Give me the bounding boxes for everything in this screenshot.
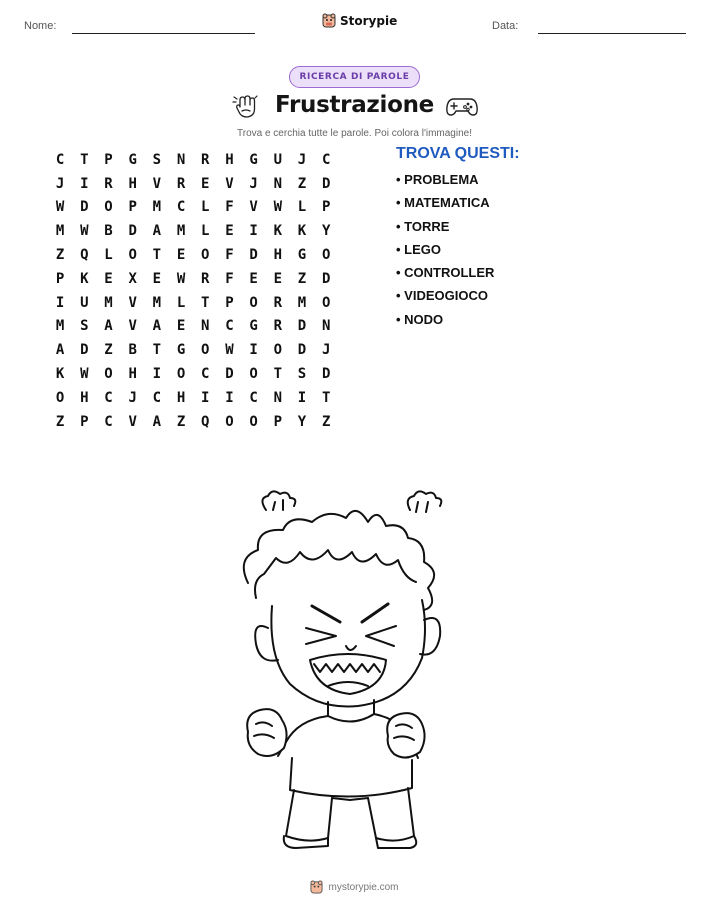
- grid-letter[interactable]: N: [176, 151, 186, 168]
- grid-letter[interactable]: M: [55, 318, 65, 335]
- grid-letter[interactable]: P: [225, 294, 234, 311]
- grid-letter[interactable]: L: [104, 247, 113, 264]
- grid-letter[interactable]: D: [321, 366, 331, 383]
- grid-letter[interactable]: R: [201, 151, 210, 168]
- grid-letter[interactable]: T: [273, 366, 282, 383]
- grid-letter[interactable]: P: [55, 270, 65, 287]
- grid-letter[interactable]: I: [249, 223, 258, 240]
- grid-letter[interactable]: H: [80, 389, 89, 406]
- grid-letter[interactable]: A: [55, 342, 65, 359]
- grid-letter[interactable]: D: [80, 199, 89, 216]
- grid-letter[interactable]: Z: [55, 413, 65, 430]
- grid-letter[interactable]: Z: [321, 413, 331, 430]
- grid-letter[interactable]: R: [104, 175, 113, 192]
- grid-letter[interactable]: K: [273, 223, 282, 240]
- grid-letter[interactable]: W: [225, 342, 234, 359]
- grid-letter[interactable]: D: [297, 318, 307, 335]
- grid-letter[interactable]: P: [80, 413, 89, 430]
- grid-letter[interactable]: T: [80, 151, 89, 168]
- word-item: • PROBLEMA: [396, 172, 479, 187]
- grid-letter[interactable]: R: [176, 175, 186, 192]
- grid-letter[interactable]: H: [225, 151, 234, 168]
- instructions: Trova e cerchia tutte le parole. Poi colora l'immagine!: [237, 128, 472, 139]
- grid-letter[interactable]: I: [297, 389, 307, 406]
- word-list: [396, 145, 520, 335]
- grid-letter[interactable]: L: [201, 199, 210, 216]
- grid-letter[interactable]: T: [152, 247, 162, 264]
- grid-letter[interactable]: D: [225, 366, 234, 383]
- grid-letter[interactable]: O: [321, 247, 331, 264]
- grid-letter[interactable]: W: [80, 223, 89, 240]
- grid-letter[interactable]: V: [225, 175, 234, 192]
- grid-letter[interactable]: E: [104, 270, 113, 287]
- grid-letter[interactable]: E: [225, 223, 234, 240]
- grid-letter[interactable]: W: [80, 366, 89, 383]
- grid-letter[interactable]: T: [201, 294, 210, 311]
- word-item: • MATEMATICA: [396, 195, 490, 211]
- grid-letter[interactable]: M: [152, 199, 162, 216]
- grid-letter[interactable]: V: [128, 294, 137, 311]
- grid-letter[interactable]: C: [104, 389, 113, 406]
- grid-letter[interactable]: R: [273, 318, 282, 335]
- grid-letter[interactable]: C: [249, 389, 258, 406]
- grid-letter[interactable]: C: [225, 318, 234, 335]
- grid-letter[interactable]: M: [55, 223, 65, 240]
- grid-letter[interactable]: I: [80, 175, 89, 192]
- grid-letter[interactable]: C: [55, 151, 65, 168]
- date-field[interactable]: [538, 33, 686, 34]
- grid-letter[interactable]: I: [249, 342, 258, 359]
- grid-letter[interactable]: T: [152, 342, 162, 359]
- grid-letter[interactable]: Z: [297, 270, 307, 287]
- name-field[interactable]: [72, 33, 255, 34]
- grid-letter[interactable]: I: [55, 294, 65, 311]
- grid-letter[interactable]: J: [297, 151, 307, 168]
- grid-letter[interactable]: O: [249, 294, 258, 311]
- grid-letter[interactable]: A: [152, 318, 162, 335]
- grid-letter[interactable]: P: [128, 199, 137, 216]
- grid-letter[interactable]: E: [201, 175, 210, 192]
- grid-letter[interactable]: Q: [201, 413, 210, 430]
- grid-letter[interactable]: W: [55, 199, 65, 216]
- activity-badge: RICERCA DI PAROLE: [289, 66, 420, 88]
- storypie-logo-icon: [322, 13, 336, 28]
- grid-letter[interactable]: H: [128, 175, 137, 192]
- brand: [322, 13, 397, 28]
- grid-letter[interactable]: B: [104, 223, 113, 240]
- grid-letter[interactable]: E: [176, 247, 186, 264]
- grid-letter[interactable]: W: [176, 270, 186, 287]
- grid-letter[interactable]: J: [249, 175, 258, 192]
- grid-letter[interactable]: O: [104, 199, 113, 216]
- grid-letter[interactable]: C: [321, 151, 331, 168]
- grid-letter[interactable]: P: [321, 199, 331, 216]
- page-footer: [0, 880, 709, 894]
- grid-letter[interactable]: G: [297, 247, 307, 264]
- grid-letter[interactable]: L: [297, 199, 307, 216]
- grid-letter[interactable]: N: [321, 318, 331, 335]
- page-header: [0, 0, 709, 50]
- grid-letter[interactable]: O: [128, 247, 137, 264]
- grid-letter[interactable]: H: [273, 247, 282, 264]
- grid-letter[interactable]: V: [128, 318, 137, 335]
- grid-letter[interactable]: Z: [176, 413, 186, 430]
- grid-letter[interactable]: M: [297, 294, 307, 311]
- grid-letter[interactable]: V: [249, 199, 258, 216]
- grid-letter[interactable]: K: [297, 223, 307, 240]
- grid-letter[interactable]: D: [321, 175, 331, 192]
- grid-letter[interactable]: E: [249, 270, 258, 287]
- grid-letter[interactable]: O: [249, 413, 258, 430]
- grid-letter[interactable]: P: [104, 151, 113, 168]
- grid-letter[interactable]: R: [273, 294, 282, 311]
- grid-letter[interactable]: Y: [297, 413, 307, 430]
- grid-letter[interactable]: C: [152, 389, 162, 406]
- grid-letter[interactable]: S: [80, 318, 89, 335]
- grid-letter[interactable]: Z: [55, 247, 65, 264]
- grid-letter[interactable]: U: [273, 151, 282, 168]
- grid-letter[interactable]: D: [249, 247, 258, 264]
- frustrated-boy-coloring-illustration: [228, 488, 478, 854]
- grid-letter[interactable]: O: [273, 342, 282, 359]
- grid-letter[interactable]: E: [152, 270, 162, 287]
- grid-letter[interactable]: G: [128, 151, 137, 168]
- grid-letter[interactable]: V: [152, 175, 162, 192]
- grid-letter[interactable]: J: [321, 342, 331, 359]
- grid-letter[interactable]: Z: [104, 342, 113, 359]
- grid-letter[interactable]: D: [297, 342, 307, 359]
- grid-letter[interactable]: A: [104, 318, 113, 335]
- grid-letter[interactable]: Y: [321, 223, 331, 240]
- grid-letter[interactable]: L: [176, 294, 186, 311]
- grid-letter[interactable]: N: [273, 389, 282, 406]
- grid-letter[interactable]: I: [152, 366, 162, 383]
- grid-letter[interactable]: O: [104, 366, 113, 383]
- grid-letter[interactable]: R: [201, 270, 210, 287]
- grid-letter[interactable]: X: [128, 270, 137, 287]
- grid-letter[interactable]: S: [297, 366, 307, 383]
- grid-letter[interactable]: Q: [80, 247, 89, 264]
- page-title: Frustrazione: [275, 92, 434, 118]
- date-label: Data:: [492, 20, 519, 32]
- grid-letter[interactable]: G: [176, 342, 186, 359]
- grid-letter[interactable]: O: [55, 389, 65, 406]
- grid-letter[interactable]: C: [201, 366, 210, 383]
- word-item: • CONTROLLER: [396, 265, 495, 281]
- name-label: Nome:: [24, 20, 57, 32]
- grid-letter[interactable]: B: [128, 342, 137, 359]
- grid-letter[interactable]: N: [273, 175, 282, 192]
- grid-letter[interactable]: O: [249, 366, 258, 383]
- grid-letter[interactable]: P: [273, 413, 282, 430]
- grid-letter[interactable]: K: [55, 366, 65, 383]
- grid-letter[interactable]: G: [249, 318, 258, 335]
- grid-letter[interactable]: A: [152, 223, 162, 240]
- letter-grid: [48, 148, 338, 434]
- grid-letter[interactable]: O: [321, 294, 331, 311]
- grid-letter[interactable]: I: [201, 389, 210, 406]
- grid-letter[interactable]: F: [225, 199, 234, 216]
- grid-letter[interactable]: D: [128, 223, 137, 240]
- grid-letter[interactable]: F: [225, 270, 234, 287]
- grid-letter[interactable]: E: [273, 270, 282, 287]
- grid-letter[interactable]: O: [201, 247, 210, 264]
- grid-letter[interactable]: O: [176, 366, 186, 383]
- grid-letter[interactable]: H: [176, 389, 186, 406]
- grid-letter[interactable]: N: [201, 318, 210, 335]
- grid-letter[interactable]: C: [176, 199, 186, 216]
- grid-letter[interactable]: S: [152, 151, 162, 168]
- grid-letter[interactable]: J: [128, 389, 137, 406]
- word-list-title: TROVA QUESTI:: [396, 145, 520, 162]
- grid-letter[interactable]: V: [128, 413, 137, 430]
- grid-letter[interactable]: G: [249, 151, 258, 168]
- word-item: • VIDEOGIOCO: [396, 288, 488, 304]
- grid-letter[interactable]: I: [225, 389, 234, 406]
- word-item: • TORRE: [396, 218, 450, 234]
- grid-letter[interactable]: M: [152, 294, 162, 311]
- word-item: • NODO: [396, 311, 444, 327]
- grid-letter[interactable]: J: [55, 175, 65, 192]
- grid-letter[interactable]: W: [273, 199, 282, 216]
- brand-name: Storypie: [340, 13, 398, 28]
- grid-letter[interactable]: O: [201, 342, 210, 359]
- grid-letter[interactable]: L: [201, 223, 210, 240]
- grid-letter[interactable]: C: [104, 413, 113, 430]
- grid-letter[interactable]: E: [176, 318, 186, 335]
- grid-letter[interactable]: H: [128, 366, 137, 383]
- footer-url[interactable]: mystorypie.com: [328, 881, 399, 893]
- grid-letter[interactable]: M: [104, 294, 113, 311]
- grid-letter[interactable]: Z: [297, 175, 307, 192]
- word-item: • LEGO: [396, 241, 441, 257]
- grid-letter[interactable]: F: [225, 247, 234, 264]
- grid-letter[interactable]: D: [321, 270, 331, 287]
- grid-letter[interactable]: K: [80, 270, 89, 287]
- grid-letter[interactable]: A: [152, 413, 162, 430]
- grid-letter[interactable]: M: [176, 223, 186, 240]
- grid-letter[interactable]: U: [80, 294, 89, 311]
- grid-letter[interactable]: T: [321, 389, 331, 406]
- grid-letter[interactable]: D: [80, 342, 89, 359]
- gamepad-icon: [446, 95, 478, 117]
- storypie-logo-icon: [310, 880, 323, 894]
- grid-letter[interactable]: O: [225, 413, 234, 430]
